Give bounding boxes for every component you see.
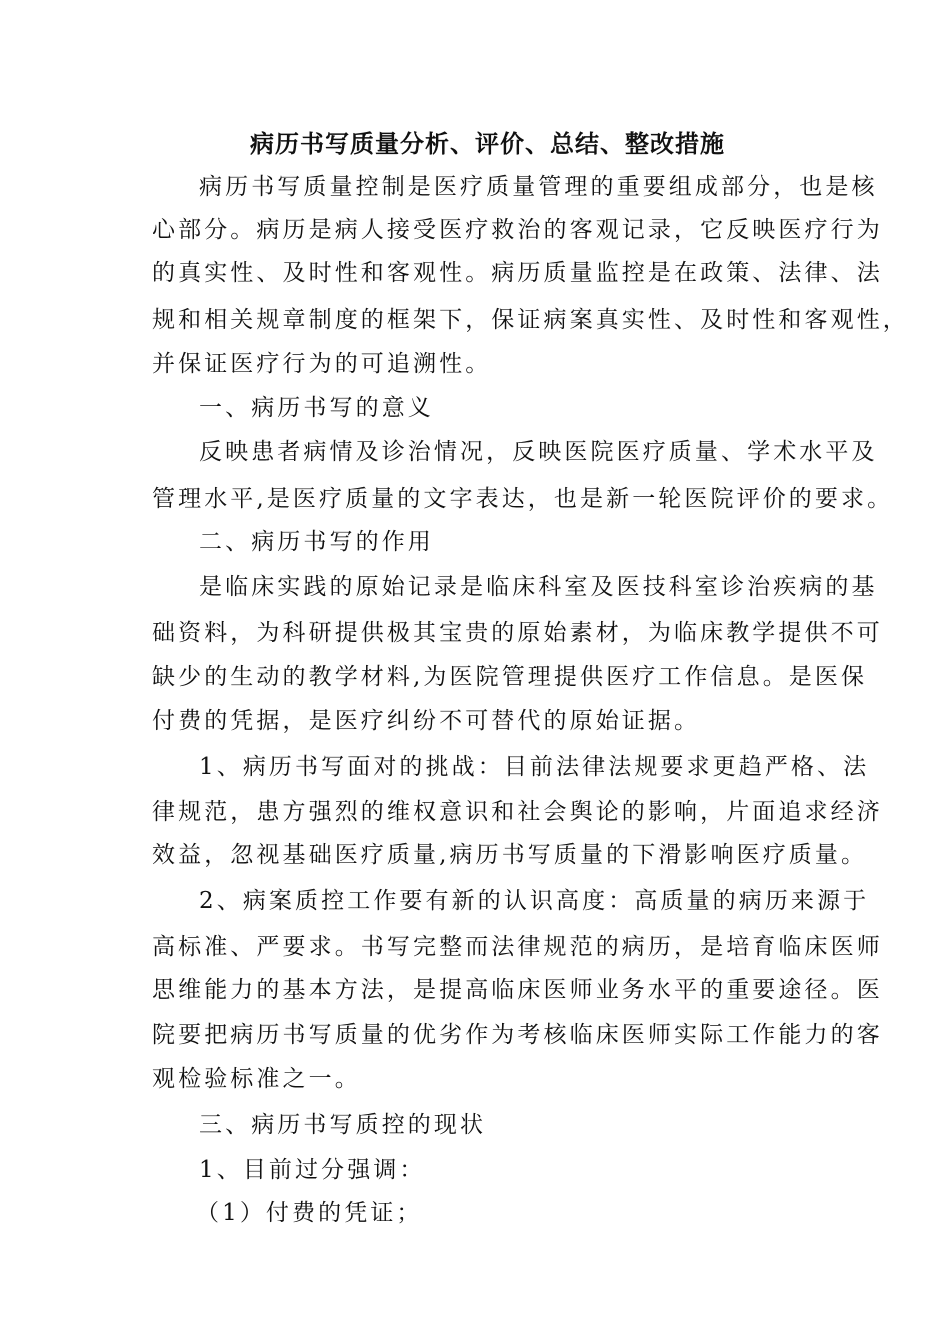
paragraph-line: 的真实性、及时性和客观性。病历质量监控是在政策、法律、法 xyxy=(152,260,883,286)
paragraph-line: 付费的凭据，是医疗纠纷不可替代的原始证据。 xyxy=(152,708,701,734)
paragraph-line: 缺少的生动的教学材料,为医院管理提供医疗工作信息。是医保 xyxy=(152,664,868,690)
list-item: （1）付费的凭证； xyxy=(196,1200,423,1226)
paragraph-line: 反映患者病情及诊治情况，反映医院医疗质量、学术水平及 xyxy=(199,439,878,465)
paragraph-line: 病历书写质量控制是医疗质量管理的重要组成部分，也是核 xyxy=(199,174,878,200)
paragraph-line: 律规范，患方强烈的维权意识和社会舆论的影响，片面追求经济 xyxy=(152,799,883,825)
paragraph-line: 是临床实践的原始记录是临床科室及医技科室诊治疾病的基 xyxy=(199,574,878,600)
section-heading: 一、病历书写的意义 xyxy=(199,395,434,421)
section-heading: 二、病历书写的作用 xyxy=(199,529,434,555)
paragraph-line: 2、病案质控工作要有新的认识高度：高质量的病历来源于 xyxy=(199,888,870,914)
paragraph-line: 效益，忽视基础医疗质量,病历书写质量的下滑影响医疗质量。 xyxy=(152,842,868,868)
paragraph-line: 并保证医疗行为的可追溯性。 xyxy=(152,351,492,377)
paragraph-line: 础资料，为科研提供极其宝贵的原始素材，为临床教学提供不可 xyxy=(152,620,883,646)
paragraph-line: 1、病历书写面对的挑战：目前法律法规要求更趋严格、法 xyxy=(199,754,870,780)
paragraph-line: 心部分。病历是病人接受医疗救治的客观记录，它反映医疗行为 xyxy=(152,217,883,243)
list-item: 1、目前过分强调： xyxy=(199,1157,426,1183)
document-title: 病历书写质量分析、评价、总结、整改措施 xyxy=(250,129,725,158)
paragraph-line: 管理水平,是医疗质量的文字表达，也是新一轮医院评价的要求。 xyxy=(152,486,894,512)
paragraph-line: 观检验标准之一。 xyxy=(152,1066,361,1092)
paragraph-line: 思维能力的基本方法，是提高临床医师业务水平的重要途径。医 xyxy=(152,977,883,1003)
paragraph-line: 院要把病历书写质量的优劣作为考核临床医师实际工作能力的客 xyxy=(152,1022,883,1048)
paragraph-line: 规和相关规章制度的框架下，保证病案真实性、及时性和客观性， xyxy=(152,307,909,333)
section-heading: 三、病历书写质控的现状 xyxy=(199,1112,487,1138)
paragraph-line: 高标准、严要求。书写完整而法律规范的病历，是培育临床医师 xyxy=(152,934,883,960)
